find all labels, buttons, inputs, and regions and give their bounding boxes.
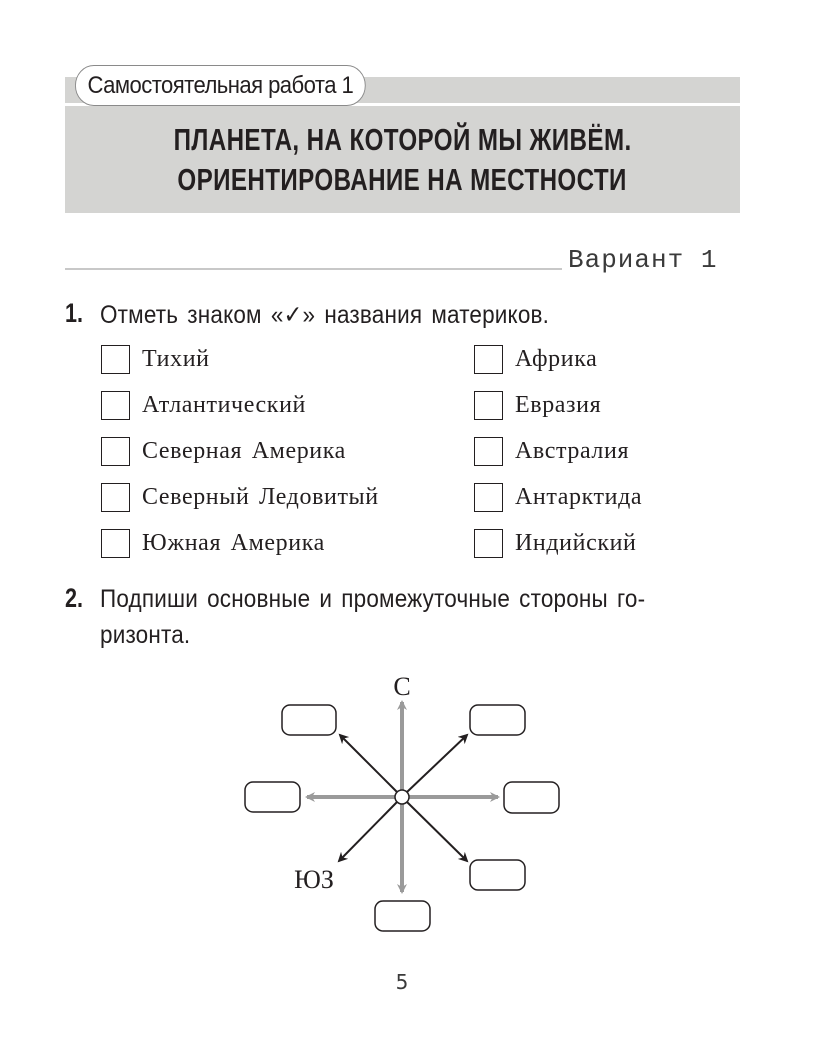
- task2-text-line1: Подпиши основные и промежуточные стороны го-: [100, 585, 646, 613]
- page-number: 5: [395, 970, 409, 994]
- answer-box-northeast[interactable]: [470, 705, 525, 735]
- task1-number: 1.: [65, 298, 84, 328]
- option-label: Тихий: [142, 345, 210, 372]
- variant-label: Вариант 1: [568, 245, 718, 275]
- option-label: Северная Америка: [142, 437, 346, 464]
- task2-number: 2.: [65, 583, 84, 613]
- option-label: Атлантический: [142, 391, 306, 418]
- arrow-southeast: [407, 802, 467, 861]
- arrow-southwest: [339, 802, 397, 861]
- answer-box-east[interactable]: [504, 782, 559, 813]
- label-north: С: [393, 672, 411, 701]
- arrow-northeast: [407, 735, 467, 792]
- option-label: Антарктида: [515, 483, 643, 510]
- title-line-1: ПЛАНЕТА, НА КОТОРОЙ МЫ ЖИВЁМ.: [173, 122, 632, 157]
- compass-center: [395, 790, 409, 804]
- answer-box-southeast[interactable]: [470, 860, 525, 890]
- answer-box-west[interactable]: [245, 782, 300, 812]
- task2-text-line2: ризонта.: [100, 621, 191, 649]
- option-label: Индийский: [515, 529, 637, 556]
- work-badge-label: Самостоятельная работа 1: [87, 71, 354, 99]
- option-label: Африка: [515, 345, 598, 372]
- option-label: Евразия: [515, 391, 602, 418]
- option-label: Австралия: [515, 437, 630, 464]
- title-line-2: ОРИЕНТИРОВАНИЕ НА МЕСТНОСТИ: [177, 162, 628, 197]
- option-label: Южная Америка: [142, 529, 325, 556]
- option-label: Северный Ледовитый: [142, 483, 379, 510]
- answer-box-south[interactable]: [375, 901, 430, 931]
- label-southwest: ЮЗ: [294, 865, 334, 894]
- arrow-northwest: [340, 735, 397, 792]
- task1-text: Отметь знаком «✓» названия материков.: [100, 301, 550, 329]
- answer-box-northwest[interactable]: [282, 705, 336, 735]
